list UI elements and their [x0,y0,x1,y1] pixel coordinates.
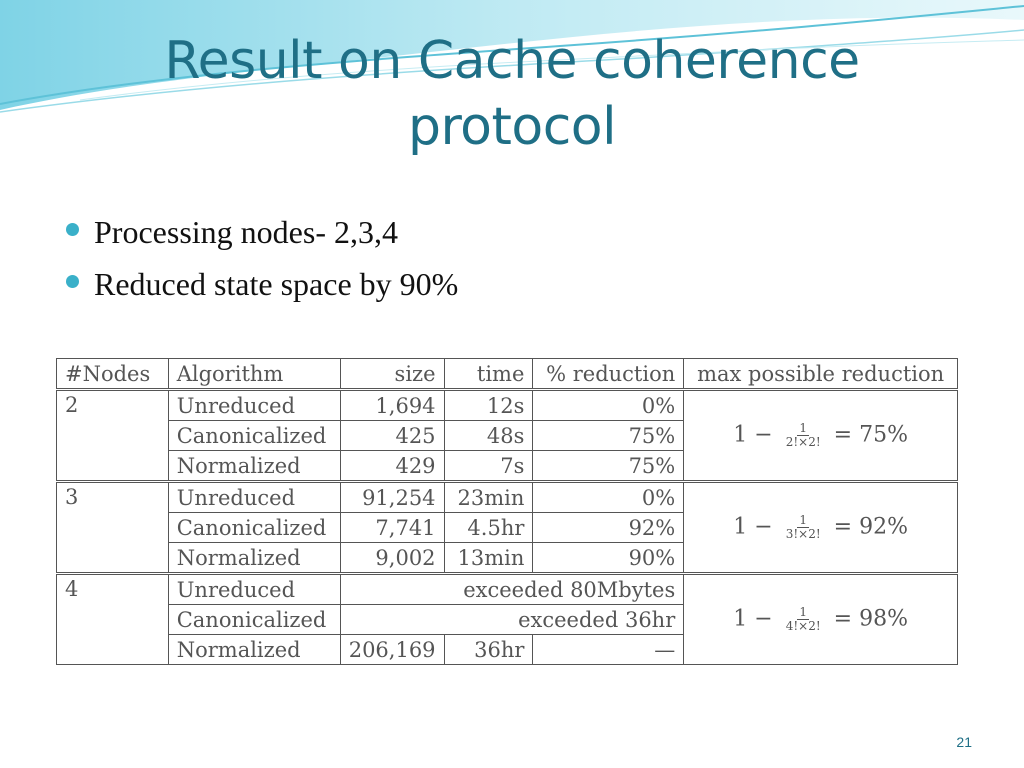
size-cell: 425 [340,421,444,451]
time-cell: 36hr [444,635,533,665]
algorithm-cell: Canonicalized [168,421,340,451]
max-reduction-cell [684,390,958,482]
time-cell: 23min [444,482,533,513]
nodes-cell: 4 [57,574,169,665]
bullet-text: Processing nodes- 2,3,4 [94,214,398,250]
algorithm-cell: Normalized [168,635,340,665]
algorithm-cell: Unreduced [168,574,340,605]
table-header-row [57,359,958,390]
formula-result: = 75% [833,422,908,448]
page-number: 21 [956,734,972,750]
formula-fraction [784,514,823,541]
table-row [57,390,958,421]
time-cell: 13min [444,543,533,574]
fraction-numerator: 1 [799,513,807,527]
fraction-numerator: 1 [799,605,807,619]
algorithm-cell: Normalized [168,451,340,482]
slide-title-line2: protocol [407,97,617,157]
size-cell: 91,254 [340,482,444,513]
formula-prefix: 1 − [733,422,773,448]
formula-prefix: 1 − [733,514,773,540]
size-cell: 9,002 [340,543,444,574]
nodes-cell: 3 [57,482,169,574]
table-row [57,482,958,513]
bullet-item [62,206,458,258]
reduction-cell: 92% [533,513,684,543]
header-reduction: % reduction [533,359,684,390]
merged-status-cell: exceeded 36hr [340,605,684,635]
bullet-dot-icon [66,223,79,236]
formula-prefix: 1 − [733,606,773,632]
time-cell: 48s [444,421,533,451]
formula-fraction [784,606,823,633]
results-table [56,358,958,665]
size-cell: 206,169 [340,635,444,665]
size-cell: 429 [340,451,444,482]
max-reduction-cell [684,574,958,665]
reduction-cell: 0% [533,390,684,421]
bullet-item [62,258,458,310]
bullet-dot-icon [66,275,79,288]
max-reduction-cell [684,482,958,574]
bullet-list [62,206,458,310]
table-row [57,574,958,605]
bullet-text: Reduced state space by 90% [94,266,459,302]
formula-result: = 92% [833,514,908,540]
slide-title [0,28,1024,160]
algorithm-cell: Normalized [168,543,340,574]
algorithm-cell: Canonicalized [168,513,340,543]
algorithm-cell: Unreduced [168,390,340,421]
reduction-cell: 0% [533,482,684,513]
header-nodes: #Nodes [57,359,169,390]
reduction-cell: — [533,635,684,665]
slide-title-line1: Result on Cache coherence [164,31,860,91]
reduction-cell: 90% [533,543,684,574]
fraction-denominator: 2!×2! [785,435,821,449]
header-max-reduction: max possible reduction [684,359,958,390]
header-algorithm: Algorithm [168,359,340,390]
algorithm-cell: Canonicalized [168,605,340,635]
nodes-cell: 2 [57,390,169,482]
algorithm-cell: Unreduced [168,482,340,513]
size-cell: 7,741 [340,513,444,543]
time-cell: 7s [444,451,533,482]
formula-fraction [784,422,823,449]
merged-status-cell: exceeded 80Mbytes [340,574,684,605]
size-cell: 1,694 [340,390,444,421]
header-time: time [444,359,533,390]
reduction-cell: 75% [533,451,684,482]
reduction-cell: 75% [533,421,684,451]
formula-result: = 98% [833,606,908,632]
fraction-denominator: 3!×2! [785,527,821,541]
time-cell: 4.5hr [444,513,533,543]
header-size: size [340,359,444,390]
fraction-numerator: 1 [799,421,807,435]
fraction-denominator: 4!×2! [785,619,821,633]
time-cell: 12s [444,390,533,421]
